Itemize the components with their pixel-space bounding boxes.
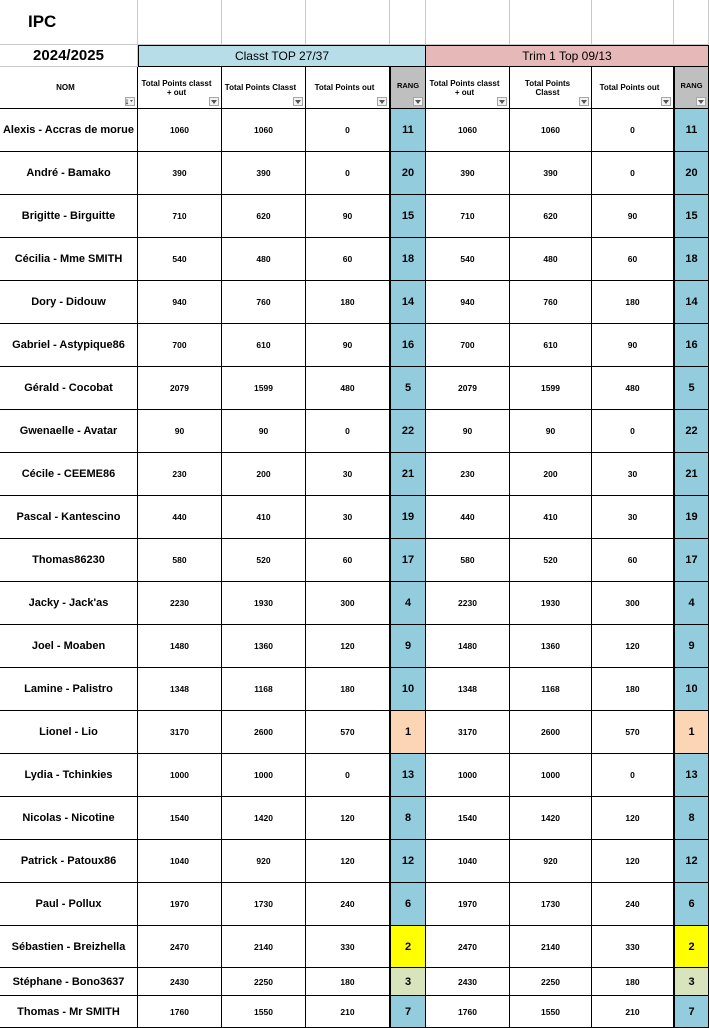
trim-rang-cell[interactable]: 1 [674, 711, 709, 754]
name-cell[interactable]: Jacky - Jack'as [0, 582, 138, 625]
trim-out-points-cell[interactable]: 180 [592, 968, 674, 996]
classt-points-cell[interactable]: 1000 [222, 754, 306, 797]
column-header-trim-out[interactable] [592, 67, 674, 109]
table-row [0, 582, 709, 625]
trim-classt-points-cell[interactable]: 1550 [510, 996, 592, 1028]
rang-cell[interactable]: 9 [390, 625, 426, 668]
rang-cell[interactable]: 3 [390, 968, 426, 996]
sort-filter-icon[interactable] [125, 97, 135, 106]
name-cell[interactable]: Gabriel - Astypique86 [0, 324, 138, 367]
table-row [0, 109, 709, 152]
column-header-classt[interactable] [222, 67, 306, 109]
name-cell[interactable]: Paul - Pollux [0, 883, 138, 926]
group-header-trim[interactable]: Trim 1 Top 09/13 [426, 45, 709, 67]
total-points-cell[interactable]: 1760 [138, 996, 222, 1028]
trim-classt-points-cell[interactable]: 2140 [510, 926, 592, 968]
rang-cell[interactable]: 15 [390, 195, 426, 238]
total-points-cell[interactable]: 1000 [138, 754, 222, 797]
trim-rang-cell[interactable]: 8 [674, 797, 709, 840]
trim-rang-cell[interactable]: 2 [674, 926, 709, 968]
trim-classt-points-cell[interactable]: 2250 [510, 968, 592, 996]
trim-classt-points-cell[interactable]: 1599 [510, 367, 592, 410]
rang-cell[interactable]: 10 [390, 668, 426, 711]
trim-total-points-cell[interactable]: 1540 [426, 797, 510, 840]
out-points-cell[interactable]: 480 [306, 367, 390, 410]
classt-points-cell[interactable]: 1420 [222, 797, 306, 840]
rang-cell[interactable]: 8 [390, 797, 426, 840]
rang-cell[interactable]: 12 [390, 840, 426, 883]
empty-cell[interactable] [222, 0, 306, 45]
trim-total-points-cell[interactable]: 710 [426, 195, 510, 238]
table-row [0, 968, 709, 996]
trim-out-points-cell[interactable]: 120 [592, 625, 674, 668]
total-points-cell[interactable]: 1348 [138, 668, 222, 711]
trim-rang-cell[interactable]: 14 [674, 281, 709, 324]
table-row [0, 367, 709, 410]
trim-classt-points-cell[interactable]: 1420 [510, 797, 592, 840]
trim-rang-cell[interactable]: 4 [674, 582, 709, 625]
classt-points-cell[interactable]: 410 [222, 496, 306, 539]
trim-rang-cell[interactable]: 15 [674, 195, 709, 238]
column-header-label: NOM [56, 83, 75, 92]
group-row [0, 45, 709, 67]
classt-points-cell[interactable]: 90 [222, 410, 306, 453]
trim-rang-cell[interactable]: 13 [674, 754, 709, 797]
trim-classt-points-cell[interactable]: 620 [510, 195, 592, 238]
total-points-cell[interactable]: 1480 [138, 625, 222, 668]
trim-rang-cell[interactable]: 17 [674, 539, 709, 582]
trim-out-points-cell[interactable]: 210 [592, 996, 674, 1028]
trim-rang-cell[interactable]: 20 [674, 152, 709, 195]
total-points-cell[interactable]: 2430 [138, 968, 222, 996]
column-header-total[interactable] [138, 67, 222, 109]
group-header-classt[interactable]: Classt TOP 27/37 [138, 45, 426, 67]
out-points-cell[interactable]: 0 [306, 152, 390, 195]
trim-classt-points-cell[interactable]: 2600 [510, 711, 592, 754]
name-cell[interactable]: Nicolas - Nicotine [0, 797, 138, 840]
table-row [0, 711, 709, 754]
trim-rang-cell[interactable]: 9 [674, 625, 709, 668]
classt-points-cell[interactable]: 920 [222, 840, 306, 883]
classt-points-cell[interactable]: 520 [222, 539, 306, 582]
trim-total-points-cell[interactable]: 1348 [426, 668, 510, 711]
table-row [0, 754, 709, 797]
column-header-trim-classt[interactable] [510, 67, 592, 109]
trim-total-points-cell[interactable]: 390 [426, 152, 510, 195]
rang-cell[interactable]: 16 [390, 324, 426, 367]
out-points-cell[interactable]: 0 [306, 410, 390, 453]
trim-rang-cell[interactable]: 11 [674, 109, 709, 152]
column-header-rang[interactable] [390, 67, 426, 109]
total-points-cell[interactable]: 710 [138, 195, 222, 238]
column-header-label: Total Points classt + out [141, 78, 212, 97]
filter-dropdown-icon[interactable] [661, 97, 671, 106]
trim-classt-points-cell[interactable]: 410 [510, 496, 592, 539]
out-points-cell[interactable]: 0 [306, 109, 390, 152]
filter-dropdown-icon[interactable] [579, 97, 589, 106]
trim-total-points-cell[interactable]: 580 [426, 539, 510, 582]
trim-out-points-cell[interactable]: 480 [592, 367, 674, 410]
empty-cell[interactable] [426, 0, 510, 45]
trim-out-points-cell[interactable]: 120 [592, 797, 674, 840]
title-row [0, 0, 709, 45]
name-cell[interactable]: Lamine - Palistro [0, 668, 138, 711]
trim-rang-cell[interactable]: 22 [674, 410, 709, 453]
name-cell[interactable]: Sébastien - Breizhella [0, 926, 138, 968]
empty-cell[interactable] [592, 0, 674, 45]
table-row [0, 926, 709, 968]
rang-cell[interactable]: 22 [390, 410, 426, 453]
trim-total-points-cell[interactable]: 1060 [426, 109, 510, 152]
trim-out-points-cell[interactable]: 30 [592, 496, 674, 539]
trim-total-points-cell[interactable]: 2230 [426, 582, 510, 625]
total-points-cell[interactable]: 390 [138, 152, 222, 195]
trim-rang-cell[interactable]: 5 [674, 367, 709, 410]
rang-cell[interactable]: 2 [390, 926, 426, 968]
table-row [0, 840, 709, 883]
table-row [0, 797, 709, 840]
trim-total-points-cell[interactable]: 230 [426, 453, 510, 496]
name-cell[interactable]: Pascal - Kantescino [0, 496, 138, 539]
trim-out-points-cell[interactable]: 60 [592, 238, 674, 281]
classt-points-cell[interactable]: 1060 [222, 109, 306, 152]
out-points-cell[interactable]: 570 [306, 711, 390, 754]
trim-rang-cell[interactable]: 6 [674, 883, 709, 926]
trim-rang-cell[interactable]: 16 [674, 324, 709, 367]
trim-out-points-cell[interactable]: 0 [592, 109, 674, 152]
filter-dropdown-icon[interactable] [377, 97, 387, 106]
trim-classt-points-cell[interactable]: 1060 [510, 109, 592, 152]
total-points-cell[interactable]: 1970 [138, 883, 222, 926]
classt-points-cell[interactable]: 1360 [222, 625, 306, 668]
column-header-label: RANG [396, 81, 420, 90]
total-points-cell[interactable]: 700 [138, 324, 222, 367]
name-cell[interactable]: Stéphane - Bono3637 [0, 968, 138, 996]
trim-total-points-cell[interactable]: 940 [426, 281, 510, 324]
empty-cell[interactable] [510, 0, 592, 45]
out-points-cell[interactable]: 60 [306, 238, 390, 281]
rang-cell[interactable]: 13 [390, 754, 426, 797]
filter-dropdown-icon[interactable] [293, 97, 303, 106]
name-cell[interactable]: Thomas86230 [0, 539, 138, 582]
trim-classt-points-cell[interactable]: 1360 [510, 625, 592, 668]
column-header-trim-total[interactable] [426, 67, 510, 109]
season-label[interactable]: 2024/2025 [0, 45, 138, 67]
rang-cell[interactable]: 5 [390, 367, 426, 410]
out-points-cell[interactable]: 330 [306, 926, 390, 968]
trim-rang-cell[interactable]: 3 [674, 968, 709, 996]
table-row [0, 324, 709, 367]
trim-classt-points-cell[interactable]: 520 [510, 539, 592, 582]
classt-points-cell[interactable]: 1550 [222, 996, 306, 1028]
trim-out-points-cell[interactable]: 300 [592, 582, 674, 625]
trim-total-points-cell[interactable]: 2430 [426, 968, 510, 996]
trim-total-points-cell[interactable]: 3170 [426, 711, 510, 754]
total-points-cell[interactable]: 230 [138, 453, 222, 496]
classt-points-cell[interactable]: 1930 [222, 582, 306, 625]
table-row [0, 883, 709, 926]
name-cell[interactable]: Cécile - CEEME86 [0, 453, 138, 496]
name-cell[interactable]: Thomas - Mr SMITH [0, 996, 138, 1028]
filter-dropdown-icon[interactable] [413, 97, 423, 106]
name-cell[interactable]: Joel - Moaben [0, 625, 138, 668]
trim-classt-points-cell[interactable]: 90 [510, 410, 592, 453]
out-points-cell[interactable]: 30 [306, 496, 390, 539]
filter-dropdown-icon[interactable] [497, 97, 507, 106]
out-points-cell[interactable]: 240 [306, 883, 390, 926]
out-points-cell[interactable]: 120 [306, 625, 390, 668]
rang-cell[interactable]: 7 [390, 996, 426, 1028]
trim-out-points-cell[interactable]: 180 [592, 668, 674, 711]
trim-classt-points-cell[interactable]: 760 [510, 281, 592, 324]
filter-dropdown-icon[interactable] [209, 97, 219, 106]
out-points-cell[interactable]: 90 [306, 195, 390, 238]
classt-points-cell[interactable]: 760 [222, 281, 306, 324]
name-cell[interactable]: Lydia - Tchinkies [0, 754, 138, 797]
total-points-cell[interactable]: 3170 [138, 711, 222, 754]
trim-classt-points-cell[interactable]: 920 [510, 840, 592, 883]
trim-out-points-cell[interactable]: 30 [592, 453, 674, 496]
trim-classt-points-cell[interactable]: 1730 [510, 883, 592, 926]
trim-total-points-cell[interactable]: 1480 [426, 625, 510, 668]
rang-cell[interactable]: 20 [390, 152, 426, 195]
out-points-cell[interactable]: 120 [306, 840, 390, 883]
classt-points-cell[interactable]: 1730 [222, 883, 306, 926]
classt-points-cell[interactable]: 1168 [222, 668, 306, 711]
trim-rang-cell[interactable]: 18 [674, 238, 709, 281]
classt-points-cell[interactable]: 2250 [222, 968, 306, 996]
trim-total-points-cell[interactable]: 2470 [426, 926, 510, 968]
total-points-cell[interactable]: 1540 [138, 797, 222, 840]
classt-points-cell[interactable]: 610 [222, 324, 306, 367]
column-header-label: RANG [680, 81, 703, 90]
name-cell[interactable]: André - Bamako [0, 152, 138, 195]
trim-rang-cell[interactable]: 19 [674, 496, 709, 539]
trim-out-points-cell[interactable]: 0 [592, 152, 674, 195]
table-row [0, 410, 709, 453]
rang-cell[interactable]: 18 [390, 238, 426, 281]
trim-total-points-cell[interactable]: 1040 [426, 840, 510, 883]
total-points-cell[interactable]: 1060 [138, 109, 222, 152]
trim-total-points-cell[interactable]: 1970 [426, 883, 510, 926]
trim-out-points-cell[interactable]: 60 [592, 539, 674, 582]
rang-cell[interactable]: 11 [390, 109, 426, 152]
trim-out-points-cell[interactable]: 0 [592, 754, 674, 797]
column-header-label: Total Points Classt [524, 78, 571, 97]
table-row [0, 996, 709, 1028]
column-header-out[interactable] [306, 67, 390, 109]
trim-classt-points-cell[interactable]: 200 [510, 453, 592, 496]
name-cell[interactable]: Gwenaelle - Avatar [0, 410, 138, 453]
trim-out-points-cell[interactable]: 90 [592, 195, 674, 238]
trim-classt-points-cell[interactable]: 480 [510, 238, 592, 281]
out-points-cell[interactable]: 90 [306, 324, 390, 367]
trim-classt-points-cell[interactable]: 390 [510, 152, 592, 195]
column-header-label: Total Points classt + out [429, 78, 500, 97]
classt-points-cell[interactable]: 390 [222, 152, 306, 195]
name-cell[interactable]: Alexis - Accras de morue [0, 109, 138, 152]
table-row [0, 152, 709, 195]
name-cell[interactable]: Cécilia - Mme SMITH [0, 238, 138, 281]
name-cell[interactable]: Dory - Didouw [0, 281, 138, 324]
trim-out-points-cell[interactable]: 330 [592, 926, 674, 968]
total-points-cell[interactable]: 2230 [138, 582, 222, 625]
total-points-cell[interactable]: 2470 [138, 926, 222, 968]
header-row [0, 67, 709, 109]
name-cell[interactable]: Brigitte - Birguitte [0, 195, 138, 238]
out-points-cell[interactable]: 210 [306, 996, 390, 1028]
total-points-cell[interactable]: 940 [138, 281, 222, 324]
trim-total-points-cell[interactable]: 1760 [426, 996, 510, 1028]
trim-rang-cell[interactable]: 21 [674, 453, 709, 496]
trim-classt-points-cell[interactable]: 1930 [510, 582, 592, 625]
out-points-cell[interactable]: 180 [306, 668, 390, 711]
trim-out-points-cell[interactable]: 180 [592, 281, 674, 324]
out-points-cell[interactable]: 300 [306, 582, 390, 625]
classt-points-cell[interactable]: 2140 [222, 926, 306, 968]
total-points-cell[interactable]: 580 [138, 539, 222, 582]
total-points-cell[interactable]: 2079 [138, 367, 222, 410]
trim-total-points-cell[interactable]: 700 [426, 324, 510, 367]
table-row [0, 539, 709, 582]
trim-out-points-cell[interactable]: 90 [592, 324, 674, 367]
rang-cell[interactable]: 14 [390, 281, 426, 324]
total-points-cell[interactable]: 1040 [138, 840, 222, 883]
classt-points-cell[interactable]: 1599 [222, 367, 306, 410]
out-points-cell[interactable]: 180 [306, 968, 390, 996]
rang-cell[interactable]: 6 [390, 883, 426, 926]
sheet-title[interactable]: IPC [0, 0, 138, 45]
rang-cell[interactable]: 21 [390, 453, 426, 496]
out-points-cell[interactable]: 180 [306, 281, 390, 324]
total-points-cell[interactable]: 90 [138, 410, 222, 453]
empty-cell[interactable] [306, 0, 390, 45]
out-points-cell[interactable]: 0 [306, 754, 390, 797]
trim-rang-cell[interactable]: 12 [674, 840, 709, 883]
empty-cell[interactable] [138, 0, 222, 45]
table-row [0, 281, 709, 324]
column-header-label: Total Points out [599, 83, 660, 92]
trim-total-points-cell[interactable]: 440 [426, 496, 510, 539]
table-row [0, 496, 709, 539]
trim-out-points-cell[interactable]: 240 [592, 883, 674, 926]
classt-points-cell[interactable]: 2600 [222, 711, 306, 754]
column-header-label: Total Points Classt [224, 83, 297, 92]
rang-cell[interactable]: 19 [390, 496, 426, 539]
trim-rang-cell[interactable]: 7 [674, 996, 709, 1028]
trim-out-points-cell[interactable]: 570 [592, 711, 674, 754]
name-cell[interactable]: Gérald - Cocobat [0, 367, 138, 410]
rang-cell[interactable]: 17 [390, 539, 426, 582]
out-points-cell[interactable]: 120 [306, 797, 390, 840]
column-header-nom[interactable] [0, 67, 138, 109]
column-header-label: Total Points out [314, 83, 375, 92]
trim-classt-points-cell[interactable]: 1168 [510, 668, 592, 711]
table-row [0, 668, 709, 711]
total-points-cell[interactable]: 540 [138, 238, 222, 281]
table-row [0, 195, 709, 238]
out-points-cell[interactable]: 60 [306, 539, 390, 582]
trim-total-points-cell[interactable]: 2079 [426, 367, 510, 410]
out-points-cell[interactable]: 30 [306, 453, 390, 496]
name-cell[interactable]: Patrick - Patoux86 [0, 840, 138, 883]
classt-points-cell[interactable]: 200 [222, 453, 306, 496]
total-points-cell[interactable]: 440 [138, 496, 222, 539]
classt-points-cell[interactable]: 480 [222, 238, 306, 281]
table-row [0, 625, 709, 668]
name-cell[interactable]: Lionel - Lio [0, 711, 138, 754]
classt-points-cell[interactable]: 620 [222, 195, 306, 238]
trim-out-points-cell[interactable]: 120 [592, 840, 674, 883]
trim-classt-points-cell[interactable]: 1000 [510, 754, 592, 797]
filter-dropdown-icon[interactable] [696, 97, 706, 106]
trim-classt-points-cell[interactable]: 610 [510, 324, 592, 367]
table-row [0, 238, 709, 281]
empty-cell[interactable] [674, 0, 709, 45]
table-row [0, 453, 709, 496]
trim-out-points-cell[interactable]: 0 [592, 410, 674, 453]
empty-cell[interactable] [390, 0, 426, 45]
trim-total-points-cell[interactable]: 90 [426, 410, 510, 453]
column-header-trim-rang[interactable] [674, 67, 709, 109]
rang-cell[interactable]: 4 [390, 582, 426, 625]
trim-total-points-cell[interactable]: 1000 [426, 754, 510, 797]
trim-total-points-cell[interactable]: 540 [426, 238, 510, 281]
rang-cell[interactable]: 1 [390, 711, 426, 754]
trim-rang-cell[interactable]: 10 [674, 668, 709, 711]
